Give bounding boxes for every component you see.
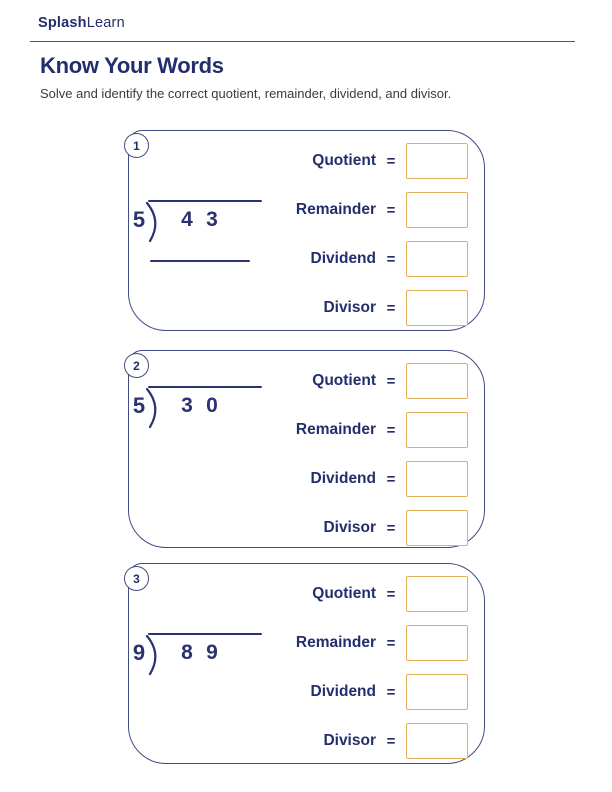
equals-sign: = [386,519,396,537]
header-divider [30,41,575,42]
answer-row-divisor [228,290,468,326]
answer-box-divisor[interactable] [406,290,468,326]
problem-card-2 [128,350,485,548]
divisor-digit: 5 [132,393,146,418]
problem-number: 3 [133,571,140,586]
answer-box-dividend[interactable] [406,461,468,497]
dividend-digit: 0 [206,394,218,417]
answer-label: Divisor [323,519,376,536]
answer-label: Dividend [310,470,376,487]
answer-label: Quotient [312,152,376,169]
problem-card-1 [128,130,485,331]
answer-label: Quotient [312,372,376,389]
dividend-digit: 3 [181,394,193,417]
equals-sign: = [386,470,396,488]
answer-row-quotient [228,143,468,179]
divisor-digit: 9 [132,640,146,665]
instruction-text: Solve and identify the correct quotient, remainder, dividend, and divisor. [40,86,452,101]
equals-sign: = [386,732,396,750]
equals-sign: = [386,372,396,390]
answer-box-quotient[interactable] [406,143,468,179]
answer-row-quotient [228,576,468,612]
equals-sign: = [386,250,396,268]
equals-sign: = [386,585,396,603]
answer-label: Remainder [295,421,376,438]
answer-box-divisor[interactable] [406,510,468,546]
answer-row-divisor [228,510,468,546]
answer-row-remainder [228,625,468,661]
problem-number-badge [124,353,149,378]
equals-sign: = [386,152,396,170]
answer-label: Quotient [312,585,376,602]
problem-number-badge [124,133,149,158]
division-bracket [147,389,155,427]
division-bracket [147,636,155,674]
answer-rows [228,143,468,326]
equals-sign: = [386,421,396,439]
splashlearn-logo [38,15,125,31]
problem-number-badge [124,566,149,591]
answer-rows [228,576,468,759]
problem-number: 1 [133,138,140,153]
answer-box-dividend[interactable] [406,241,468,277]
dividend-digit: 3 [206,208,218,231]
dividend-digit: 9 [206,641,218,664]
answer-label: Dividend [310,250,376,267]
answer-box-remainder[interactable] [406,625,468,661]
answer-box-quotient[interactable] [406,576,468,612]
answer-label: Divisor [323,732,376,749]
answer-label: Dividend [310,683,376,700]
answer-box-divisor[interactable] [406,723,468,759]
problem-number: 2 [133,358,140,373]
answer-rows [228,363,468,546]
answer-row-quotient [228,363,468,399]
equals-sign: = [386,683,396,701]
equals-sign: = [386,634,396,652]
answer-row-dividend [228,241,468,277]
answer-label: Divisor [323,299,376,316]
answer-row-dividend [228,461,468,497]
answer-box-remainder[interactable] [406,412,468,448]
answer-box-dividend[interactable] [406,674,468,710]
logo-text-learn: Learn [86,15,125,31]
answer-row-dividend [228,674,468,710]
answer-label: Remainder [295,634,376,651]
dividend-digit: 4 [181,208,193,231]
answer-row-remainder [228,192,468,228]
division-bracket [147,203,155,241]
problem-card-3 [128,563,485,764]
answer-label: Remainder [295,201,376,218]
dividend-digit: 8 [181,641,193,664]
equals-sign: = [386,201,396,219]
answer-box-remainder[interactable] [406,192,468,228]
answer-row-remainder [228,412,468,448]
page-title: Know Your Words [40,53,224,78]
equals-sign: = [386,299,396,317]
answer-row-divisor [228,723,468,759]
logo-text-splash: Splash [38,15,87,31]
answer-box-quotient[interactable] [406,363,468,399]
divisor-digit: 5 [132,207,146,232]
